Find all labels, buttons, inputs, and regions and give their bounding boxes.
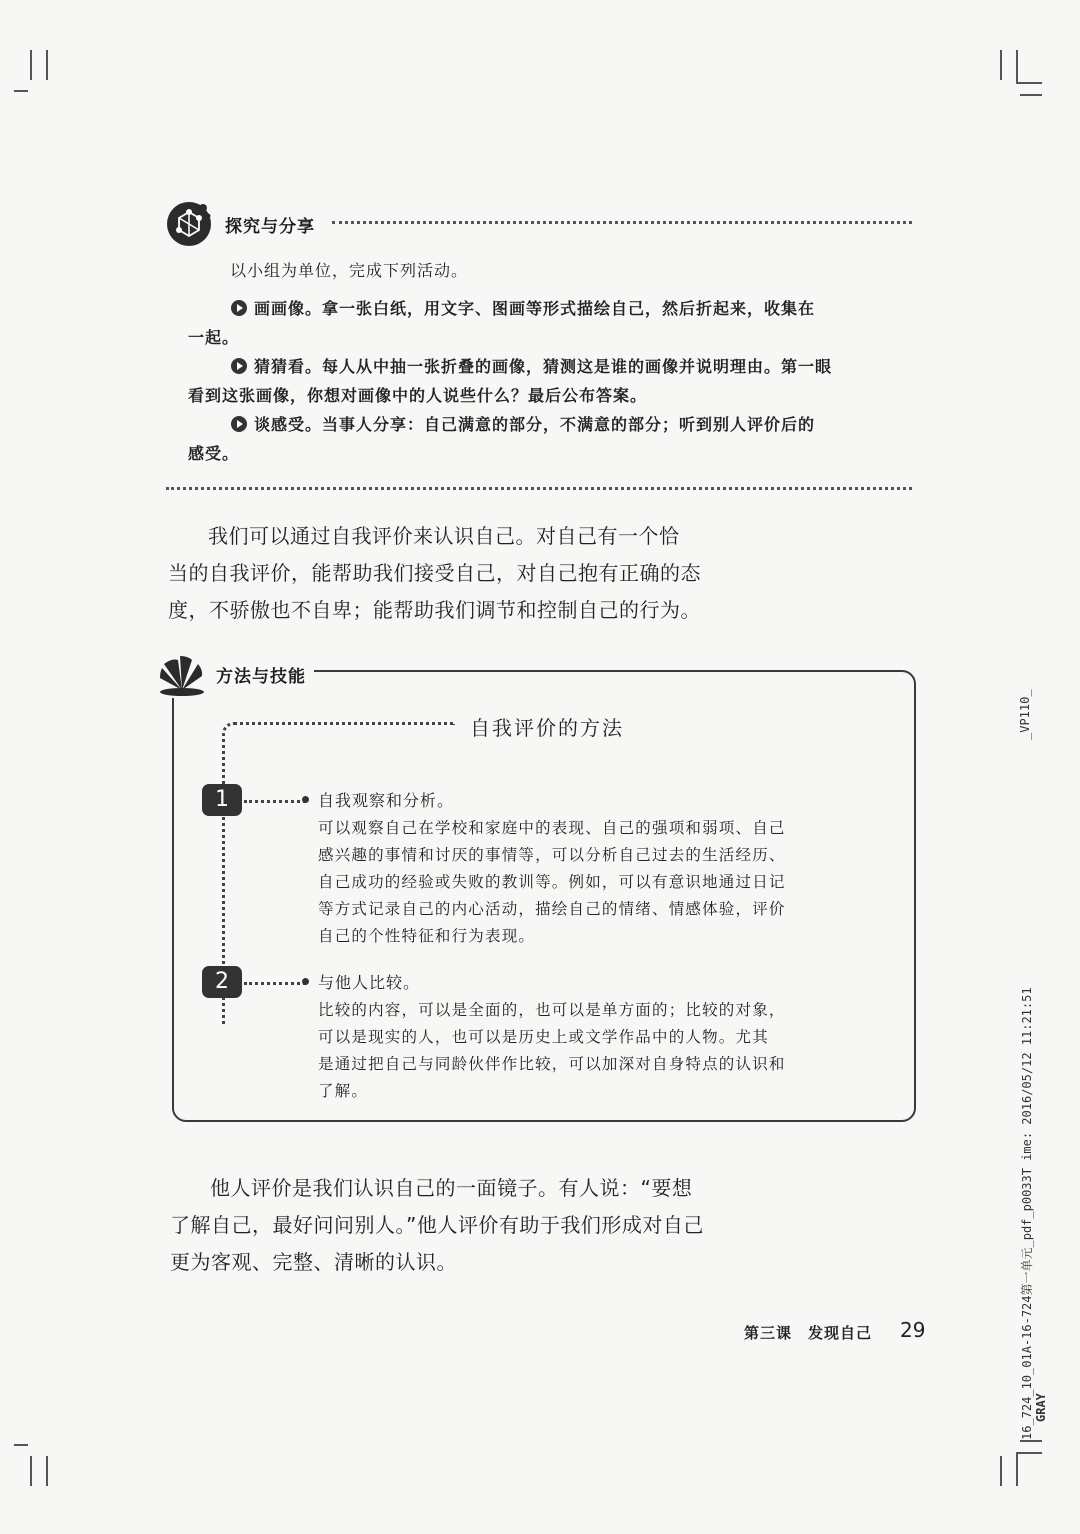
- play-bullet-icon: [230, 299, 248, 317]
- molecule-icon: [165, 200, 213, 248]
- explore-list: [188, 294, 908, 468]
- crop-mark: [14, 90, 28, 92]
- crop-mark: [30, 50, 32, 80]
- margin-file-info: 16_724_10_01A-16-724第一单元_pdf_p0033T ime: 2016/05/12 11:21:51: [1020, 987, 1034, 1440]
- step-body-line: 是通过把自己与同龄伙伴作比较，可以加深对自身特点的认识和: [318, 1055, 786, 1073]
- paragraph-line: 他人评价是我们认识自己的一面镜子。有人说：“要想: [210, 1176, 693, 1200]
- box-title: 自我评价的方法: [466, 712, 628, 741]
- step-body: [318, 997, 888, 1105]
- crop-mark: [1016, 1452, 1042, 1454]
- crop-mark: [14, 1444, 28, 1446]
- explore-section-divider: [166, 487, 912, 490]
- step-number-badge: 2: [202, 966, 242, 998]
- paragraph-others-evaluation: [170, 1170, 770, 1281]
- explore-item: [188, 352, 908, 410]
- explore-item-line: 看到这张画像，你想对画像中的人说些什么？最后公布答案。: [188, 386, 648, 405]
- explore-item: [188, 294, 908, 352]
- paragraph-line: 度，不骄傲也不自卑；能帮助我们调节和控制自己的行为。: [168, 598, 701, 622]
- step-body-line: 比较的内容，可以是全面的，也可以是单方面的；比较的对象，: [318, 1001, 786, 1019]
- method-title: 方法与技能: [216, 666, 306, 687]
- paragraph-line: 我们可以通过自我评价来认识自己。对自己有一个恰: [208, 524, 680, 548]
- step-body-line: 等方式记录自己的内心活动，描绘自己的情绪、情感体验，评价: [318, 900, 786, 918]
- step-body-line: 自己的个性特征和行为表现。: [318, 927, 536, 945]
- crop-mark: [1016, 50, 1018, 84]
- crop-mark: [1016, 82, 1042, 84]
- footer-lesson: 第三课 发现自己: [744, 1324, 873, 1342]
- crop-mark: [46, 1456, 48, 1486]
- step-heading: 自我观察和分析。: [318, 791, 455, 810]
- connector-dot-icon: [302, 978, 309, 985]
- connector-line: [244, 982, 306, 985]
- step-body-line: 了解。: [318, 1082, 369, 1100]
- crop-mark: [1020, 94, 1042, 96]
- play-bullet-icon: [230, 357, 248, 375]
- explore-item: [188, 410, 908, 468]
- explore-item-line: 感受。: [188, 444, 240, 463]
- connector-dot-icon: [302, 796, 309, 803]
- margin-gray-label: GRAY: [1034, 1393, 1048, 1422]
- step-body-line: 自己成功的经验或失败的教训等。例如，可以有意识地通过日记: [318, 873, 786, 891]
- crop-mark: [1000, 50, 1002, 80]
- step-body-line: 感兴趣的事情和讨厌的事情等，可以分析自己过去的生活经历、: [318, 846, 786, 864]
- connector-line: [244, 800, 306, 803]
- step-body-line: 可以观察自己在学校和家庭中的表现、自己的强项和弱项、自己: [318, 819, 786, 837]
- paragraph-self-evaluation: [168, 518, 768, 629]
- step-number-badge: 1: [202, 784, 242, 816]
- explore-title: 探究与分享: [225, 216, 315, 237]
- margin-code: _VP110_: [1018, 689, 1032, 740]
- crop-mark: [30, 1456, 32, 1486]
- step-body: [318, 815, 888, 950]
- crop-mark: [1016, 1452, 1018, 1486]
- page-number: 29: [900, 1318, 926, 1342]
- crop-mark: [1020, 1440, 1042, 1442]
- step-heading: 与他人比较。: [318, 973, 421, 992]
- method-header: [156, 650, 314, 698]
- explore-item-line: 一起。: [188, 328, 240, 347]
- explore-header: [165, 200, 315, 248]
- method-box: [172, 670, 916, 1122]
- explore-item-line: 猜猜看。每人从中抽一张折叠的画像，猜测这是谁的画像并说明理由。第一眼: [254, 357, 833, 376]
- step-body-line: 可以是现实的人，也可以是历史上或文学作品中的人物。尤其: [318, 1028, 769, 1046]
- crop-mark: [46, 50, 48, 80]
- fan-icon: [156, 650, 208, 698]
- explore-header-divider: [332, 221, 912, 224]
- paragraph-line: 更为客观、完整、清晰的认识。: [170, 1250, 457, 1274]
- explore-item-line: 画画像。拿一张白纸，用文字、图画等形式描绘自己，然后折起来，收集在: [254, 299, 816, 318]
- crop-mark: [1000, 1456, 1002, 1486]
- paragraph-line: 当的自我评价，能帮助我们接受自己，对自己抱有正确的态: [168, 561, 701, 585]
- paragraph-line: 了解自己，最好问问别人。”他人评价有助于我们形成对自己: [170, 1213, 704, 1237]
- play-bullet-icon: [230, 415, 248, 433]
- explore-item-line: 谈感受。当事人分享：自己满意的部分，不满意的部分；听到别人评价后的: [254, 415, 816, 434]
- explore-intro: 以小组为单位，完成下列活动。: [230, 261, 469, 280]
